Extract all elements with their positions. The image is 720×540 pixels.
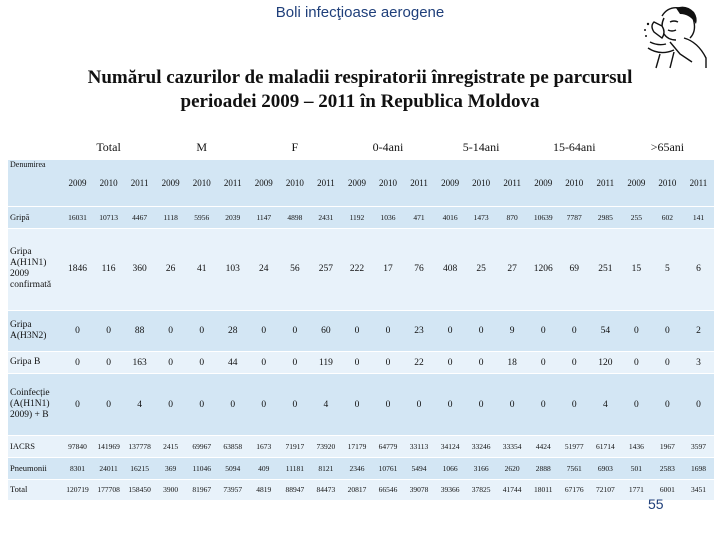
group-header-total: Total bbox=[96, 139, 121, 154]
table-cell: 3597 bbox=[690, 441, 706, 451]
respiratory-cases-table bbox=[8, 134, 714, 500]
row-label: IACRS bbox=[10, 440, 36, 451]
table-cell: 4467 bbox=[132, 212, 148, 222]
table-cell: 2583 bbox=[659, 463, 675, 473]
table-cell: 4016 bbox=[442, 212, 458, 222]
group-header-row bbox=[8, 134, 714, 160]
table-cell: 0 bbox=[540, 399, 546, 410]
table-cell: 7561 bbox=[566, 463, 582, 473]
year-header-cell: 2010 bbox=[559, 160, 590, 207]
table-cell: 120719 bbox=[66, 485, 89, 495]
year-header-cell: 2010 bbox=[279, 160, 310, 207]
year-header-cell: 2009 bbox=[248, 160, 279, 207]
table-cell: 0 bbox=[168, 357, 174, 368]
table-cell: 27 bbox=[507, 264, 517, 275]
table-cell: 1066 bbox=[442, 463, 458, 473]
table-cell: 18 bbox=[507, 357, 517, 368]
table-cell: 409 bbox=[258, 463, 270, 473]
year-header-cell: 2010 bbox=[466, 160, 497, 207]
year-header-cell: 2011 bbox=[404, 160, 435, 207]
table-row bbox=[8, 228, 714, 310]
row-label: Gripa A(H1N1) 2009 confirmată bbox=[10, 247, 52, 291]
table-cell: 0 bbox=[385, 325, 391, 336]
table-cell: 39366 bbox=[440, 485, 460, 495]
table-cell: 72107 bbox=[595, 485, 615, 495]
table-cell: 88947 bbox=[285, 485, 305, 495]
table-cell: 0 bbox=[447, 325, 453, 336]
table-cell: 8301 bbox=[70, 463, 86, 473]
table-cell: 1192 bbox=[349, 212, 365, 222]
table-cell: 16215 bbox=[130, 463, 149, 473]
table-cell: 15 bbox=[631, 264, 642, 275]
table-cell: 0 bbox=[385, 399, 391, 410]
year-header-cell: 2009 bbox=[435, 160, 466, 207]
table-cell: 0 bbox=[665, 399, 670, 410]
table-cell: 1771 bbox=[628, 485, 644, 495]
table-cell: 158450 bbox=[128, 485, 151, 495]
table-cell: 3 bbox=[696, 357, 701, 368]
table-body bbox=[8, 207, 714, 501]
table-cell: 0 bbox=[199, 399, 205, 410]
table-cell: 84473 bbox=[316, 485, 336, 495]
year-header-cell: 2009 bbox=[155, 160, 186, 207]
table-cell: 25 bbox=[476, 264, 486, 275]
table-cell: 0 bbox=[354, 399, 360, 410]
table-cell: 0 bbox=[385, 357, 391, 368]
table-cell: 4 bbox=[602, 399, 608, 410]
table-cell: 0 bbox=[75, 399, 80, 410]
table-cell: 2431 bbox=[318, 212, 334, 222]
table-cell: 8121 bbox=[318, 463, 334, 473]
table-cell: 0 bbox=[478, 399, 484, 410]
table-cell: 0 bbox=[571, 357, 577, 368]
table-cell: 33354 bbox=[502, 441, 522, 451]
table-cell: 5094 bbox=[225, 463, 241, 473]
table-cell: 0 bbox=[633, 357, 639, 368]
table-cell: 2985 bbox=[597, 212, 613, 222]
table-cell: 1967 bbox=[659, 441, 675, 451]
table-cell: 222 bbox=[349, 264, 365, 275]
table-cell: 0 bbox=[478, 325, 484, 336]
table-cell: 0 bbox=[199, 357, 205, 368]
table-cell: 3900 bbox=[163, 485, 179, 495]
table-cell: 1846 bbox=[68, 264, 88, 275]
table-cell: 0 bbox=[261, 357, 267, 368]
table-cell: 60 bbox=[321, 325, 331, 336]
table-cell: 0 bbox=[447, 399, 453, 410]
group-header-15-64: 15-64ani bbox=[552, 139, 596, 154]
table-cell: 177708 bbox=[97, 485, 120, 495]
category-header: Denumirea bbox=[8, 160, 62, 207]
table-cell: 2346 bbox=[349, 463, 365, 473]
table-cell: 28 bbox=[228, 325, 238, 336]
table-cell: 0 bbox=[416, 399, 422, 410]
table-cell: 0 bbox=[261, 325, 267, 336]
year-header-cell: 2009 bbox=[528, 160, 559, 207]
row-label: Total bbox=[10, 484, 28, 495]
table-row bbox=[8, 479, 714, 500]
table-cell: 5956 bbox=[194, 212, 210, 222]
table-cell: 6903 bbox=[597, 463, 613, 473]
table-cell: 0 bbox=[106, 399, 111, 410]
table-cell: 0 bbox=[633, 399, 639, 410]
table-cell: 0 bbox=[261, 399, 267, 410]
table-cell: 360 bbox=[132, 264, 147, 275]
table-cell: 3166 bbox=[473, 463, 489, 473]
table-cell: 2039 bbox=[225, 212, 241, 222]
table-cell: 76 bbox=[414, 264, 424, 275]
table-cell: 7787 bbox=[566, 212, 582, 222]
table-cell: 9 bbox=[509, 325, 515, 336]
table-cell: 4898 bbox=[287, 212, 303, 222]
table-cell: 0 bbox=[75, 325, 80, 336]
table-cell: 71917 bbox=[285, 441, 305, 451]
table-cell: 0 bbox=[168, 325, 174, 336]
table-row bbox=[8, 457, 714, 479]
table-cell: 23 bbox=[414, 325, 424, 336]
table-cell: 39078 bbox=[409, 485, 429, 495]
table-cell: 2 bbox=[696, 325, 701, 336]
table-cell: 2415 bbox=[163, 441, 179, 451]
table-cell: 61714 bbox=[595, 441, 615, 451]
table-cell: 369 bbox=[165, 463, 177, 473]
year-header-cell: 2011 bbox=[217, 160, 248, 207]
table-cell: 10761 bbox=[378, 463, 398, 473]
table-cell: 0 bbox=[292, 325, 298, 336]
year-header-cell: 2010 bbox=[652, 160, 683, 207]
table-cell: 137778 bbox=[128, 441, 151, 451]
table-cell: 2888 bbox=[535, 463, 551, 473]
data-table-container bbox=[8, 134, 714, 500]
table-cell: 870 bbox=[506, 212, 518, 222]
table-cell: 0 bbox=[354, 357, 360, 368]
table-cell: 1206 bbox=[533, 264, 553, 275]
table-cell: 1436 bbox=[628, 441, 644, 451]
table-cell: 257 bbox=[318, 264, 334, 275]
group-header-f: F bbox=[291, 139, 299, 154]
header bbox=[0, 0, 720, 22]
table-cell: 141 bbox=[692, 212, 705, 222]
table-cell: 1698 bbox=[690, 463, 706, 473]
table-cell: 37825 bbox=[471, 485, 491, 495]
table-cell: 471 bbox=[413, 212, 425, 222]
doctor-sneezing-icon bbox=[640, 2, 712, 70]
table-cell: 16031 bbox=[68, 212, 87, 222]
row-label: Coinfecție (A(H1N1) 2009) + B bbox=[10, 388, 50, 421]
table-cell: 0 bbox=[199, 325, 205, 336]
table-cell: 0 bbox=[106, 357, 111, 368]
table-cell: 141969 bbox=[97, 441, 120, 451]
table-cell: 17179 bbox=[347, 441, 367, 451]
table-cell: 0 bbox=[230, 399, 236, 410]
year-header-cell: 2010 bbox=[372, 160, 403, 207]
row-label: Gripă bbox=[10, 211, 30, 222]
slide-title-line-1: Numărul cazurilor de maladii respiratorii înregistrate pe parcursul bbox=[87, 67, 633, 88]
table-cell: 10713 bbox=[99, 212, 118, 222]
table-cell: 73920 bbox=[316, 441, 336, 451]
table-cell: 34124 bbox=[440, 441, 460, 451]
table-cell: 66546 bbox=[378, 485, 398, 495]
table-cell: 1147 bbox=[256, 212, 272, 222]
table-cell: 1118 bbox=[163, 212, 178, 222]
table-cell: 41 bbox=[196, 264, 207, 275]
table-cell: 44 bbox=[228, 357, 238, 368]
table-cell: 408 bbox=[442, 264, 458, 275]
table-cell: 103 bbox=[225, 264, 240, 275]
table-cell: 0 bbox=[292, 357, 298, 368]
table-cell: 0 bbox=[168, 399, 174, 410]
table-row bbox=[8, 435, 714, 457]
table-cell: 0 bbox=[354, 325, 360, 336]
table-cell: 0 bbox=[540, 357, 546, 368]
table-cell: 33246 bbox=[471, 441, 491, 451]
table-cell: 119 bbox=[318, 357, 333, 368]
year-header-cell: 2011 bbox=[497, 160, 528, 207]
row-label: Gripa B bbox=[10, 357, 41, 368]
table-cell: 56 bbox=[290, 264, 300, 275]
year-header-cell: 2009 bbox=[341, 160, 372, 207]
year-header-cell: 2010 bbox=[186, 160, 217, 207]
table-row bbox=[8, 207, 714, 229]
table-cell: 41744 bbox=[502, 485, 522, 495]
table-cell: 4819 bbox=[256, 485, 272, 495]
table-row bbox=[8, 310, 714, 352]
table-cell: 501 bbox=[630, 463, 642, 473]
header-title: Boli infecţioase aerogene bbox=[275, 4, 445, 21]
table-cell: 0 bbox=[665, 357, 670, 368]
table-cell: 0 bbox=[540, 325, 546, 336]
table-cell: 2620 bbox=[504, 463, 520, 473]
table-cell: 0 bbox=[665, 325, 670, 336]
table-cell: 33113 bbox=[409, 441, 429, 451]
table-row bbox=[8, 352, 714, 374]
group-header-5-14: 5-14ani bbox=[462, 139, 500, 154]
table-cell: 24011 bbox=[99, 463, 118, 473]
slide-title-line-2: perioadei 2009 – 2011 în Republica Moldova bbox=[180, 91, 540, 112]
table-cell: 602 bbox=[661, 212, 674, 222]
table-cell: 26 bbox=[165, 264, 176, 275]
table-cell: 116 bbox=[101, 264, 116, 275]
year-header-cell: 2010 bbox=[93, 160, 124, 207]
table-cell: 10639 bbox=[533, 212, 553, 222]
table-cell: 69967 bbox=[192, 441, 212, 451]
table-cell: 6001 bbox=[659, 485, 675, 495]
table-cell: 251 bbox=[598, 264, 613, 275]
table-cell: 0 bbox=[106, 325, 111, 336]
table-cell: 4 bbox=[323, 399, 329, 410]
table-cell: 11046 bbox=[192, 463, 211, 473]
table-cell: 17 bbox=[383, 264, 393, 275]
group-header-65-plus: >65ani bbox=[650, 139, 685, 154]
table-cell: 163 bbox=[132, 357, 147, 368]
table-cell: 3451 bbox=[690, 485, 706, 495]
group-header-0-4: 0-4ani bbox=[372, 139, 404, 154]
table-cell: 0 bbox=[447, 357, 453, 368]
table-cell: 0 bbox=[696, 399, 701, 410]
page-number: 55 bbox=[648, 496, 664, 512]
table-cell: 97840 bbox=[68, 441, 87, 451]
table-cell: 4 bbox=[137, 399, 142, 410]
table-cell: 24 bbox=[259, 264, 269, 275]
table-cell: 1036 bbox=[380, 212, 396, 222]
table-cell: 67176 bbox=[564, 485, 584, 495]
table-cell: 11181 bbox=[285, 463, 304, 473]
table-cell: 64779 bbox=[378, 441, 398, 451]
table-cell: 20817 bbox=[347, 485, 367, 495]
year-header-cell: 2009 bbox=[62, 160, 93, 207]
year-header-cell: 2009 bbox=[621, 160, 652, 207]
row-label: Gripa A(H3N2) bbox=[10, 319, 47, 341]
table-cell: 18011 bbox=[533, 485, 553, 495]
table-cell: 51977 bbox=[564, 441, 584, 451]
group-header-spacer bbox=[8, 134, 62, 160]
table-cell: 73957 bbox=[223, 485, 243, 495]
table-cell: 0 bbox=[509, 399, 515, 410]
table-cell: 5494 bbox=[411, 463, 427, 473]
table-cell: 1473 bbox=[473, 212, 489, 222]
table-cell: 120 bbox=[598, 357, 613, 368]
table-cell: 0 bbox=[633, 325, 639, 336]
table-cell: 22 bbox=[414, 357, 424, 368]
table-cell: 255 bbox=[630, 212, 642, 222]
table-row bbox=[8, 374, 714, 436]
year-header-cell: 2011 bbox=[310, 160, 341, 207]
year-header-cell: 2011 bbox=[124, 160, 155, 207]
table-cell: 0 bbox=[571, 399, 577, 410]
year-header-cell: 2011 bbox=[590, 160, 621, 207]
table-cell: 54 bbox=[600, 325, 611, 336]
row-label: Pneumonii bbox=[10, 462, 47, 473]
table-cell: 69 bbox=[569, 264, 580, 275]
table-cell: 1673 bbox=[256, 441, 272, 451]
table-cell: 88 bbox=[134, 325, 145, 336]
table-cell: 5 bbox=[665, 264, 670, 275]
year-header-row bbox=[8, 160, 714, 207]
group-header-m: M bbox=[196, 139, 208, 154]
table-cell: 0 bbox=[571, 325, 577, 336]
table-cell: 6 bbox=[696, 264, 701, 275]
table-cell: 63858 bbox=[223, 441, 243, 451]
slide-title bbox=[30, 66, 690, 114]
table-cell: 4424 bbox=[535, 441, 551, 451]
table-cell: 0 bbox=[75, 357, 80, 368]
table-cell: 0 bbox=[292, 399, 298, 410]
year-header-cell: 2011 bbox=[683, 160, 714, 207]
table-cell: 81967 bbox=[192, 485, 212, 495]
table-cell: 0 bbox=[478, 357, 484, 368]
